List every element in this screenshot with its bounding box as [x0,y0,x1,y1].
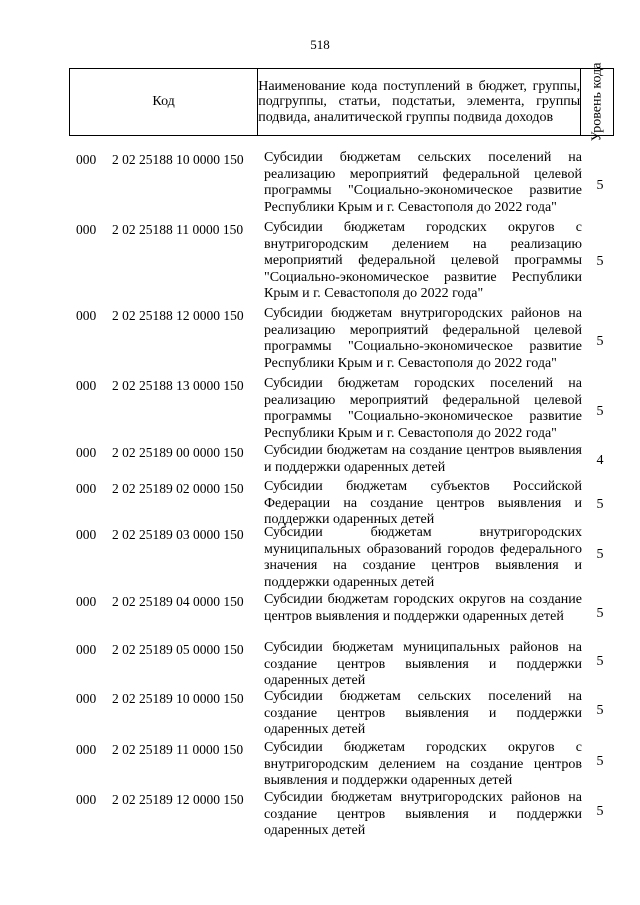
row-name: Субсидии бюджетам муниципальных районов на создание центров выявления и поддержки одаренных детей [264,640,582,688]
row-code: 2 02 25188 12 0000 150 [112,308,244,323]
row-level: 5 [596,497,604,512]
row-admin-code: 000 [76,594,97,609]
table-row [0,443,640,479]
row-admin-code: 000 [76,152,97,167]
row-admin-code: 000 [76,378,97,393]
row-name: Субсидии бюджетам городских поселений на реализацию мероприятий федеральной целевой программы "Социально-экономическое развитие Республики Крым и г. Севастополя до 2022 года" [264,376,582,441]
row-code: 2 02 25188 13 0000 150 [112,378,244,393]
row-level: 5 [596,404,604,419]
table-row [0,790,640,846]
header-level-cell [581,62,614,142]
row-code: 2 02 25189 12 0000 150 [112,792,244,807]
row-admin-code: 000 [76,222,97,237]
page-number: 518 [310,37,330,52]
row-admin-code: 000 [76,481,97,496]
row-code: 2 02 25189 05 0000 150 [112,642,244,657]
header-name: Наименование кода поступлений в бюджет, группы, подгруппы, статьи, подстатьи, элемента, группы подвида, аналитической группы подвида доходов [258,69,581,136]
row-admin-code: 000 [76,527,97,542]
row-level: 4 [596,453,604,468]
row-level: 5 [596,754,604,769]
row-name: Субсидии бюджетам городских округов с внутригородским делением на реализацию мероприятий федеральной целевой программы "Социально-экономическое развитие Республики Крым и г. Севастополя до 2022 года" [264,220,582,301]
row-code: 2 02 25189 11 0000 150 [112,742,244,757]
row-name: Субсидии бюджетам сельских поселений на создание центров выявления и поддержки одаренных детей [264,689,582,737]
row-name: Субсидии бюджетам на создание центров выявления и поддержки одаренных детей [264,443,582,475]
table-row [0,306,640,376]
table-row [0,689,640,741]
row-level: 5 [596,606,604,621]
row-name: Субсидии бюджетам городских округов с внутригородским делением на создание центров выявления и поддержки одаренных детей [264,740,582,788]
table-row [0,150,640,220]
row-code: 2 02 25189 02 0000 150 [112,481,244,496]
table-row [0,376,640,443]
row-admin-code: 000 [76,792,97,807]
table-row [0,479,640,531]
row-name: Субсидии бюджетам внутригородских муниципальных образований городов федерального значения на создание центров выявления и поддержки одаренных детей [264,525,582,590]
row-admin-code: 000 [76,742,97,757]
row-level: 5 [596,654,604,669]
table-row [0,525,640,595]
row-level: 5 [596,547,604,562]
row-name: Субсидии бюджетам городских округов на создание центров выявления и поддержки одаренных детей [264,592,582,624]
table-row [0,220,640,306]
row-level: 5 [596,703,604,718]
row-name: Субсидии бюджетам внутригородских районов на создание центров выявления и поддержки одаренных детей [264,790,582,838]
header-code: Код [70,69,258,136]
row-code: 2 02 25189 00 0000 150 [112,445,244,460]
row-admin-code: 000 [76,445,97,460]
row-level: 5 [596,178,604,193]
row-admin-code: 000 [76,642,97,657]
row-level: 5 [596,254,604,269]
row-name: Субсидии бюджетам внутригородских районов на реализацию мероприятий федеральной целевой программы "Социально-экономическое развитие Республики Крым и г. Севастополя до 2022 года" [264,306,582,371]
row-code: 2 02 25189 04 0000 150 [112,594,244,609]
row-code: 2 02 25188 10 0000 150 [112,152,244,167]
row-admin-code: 000 [76,308,97,323]
row-level: 5 [596,334,604,349]
table-row [0,640,640,696]
table-header [69,62,614,142]
row-code: 2 02 25188 11 0000 150 [112,222,244,237]
row-name: Субсидии бюджетам субъектов Российской Федерации на создание центров выявления и поддержки одаренных детей [264,479,582,527]
header-level: Уровень кода [589,62,605,142]
row-name: Субсидии бюджетам сельских поселений на реализацию мероприятий федеральной целевой программы "Социально-экономическое развитие Республики Крым и г. Севастополя до 2022 года" [264,150,582,215]
row-code: 2 02 25189 10 0000 150 [112,691,244,706]
row-level: 5 [596,804,604,819]
row-code: 2 02 25189 03 0000 150 [112,527,244,542]
row-admin-code: 000 [76,691,97,706]
table-row [0,740,640,792]
